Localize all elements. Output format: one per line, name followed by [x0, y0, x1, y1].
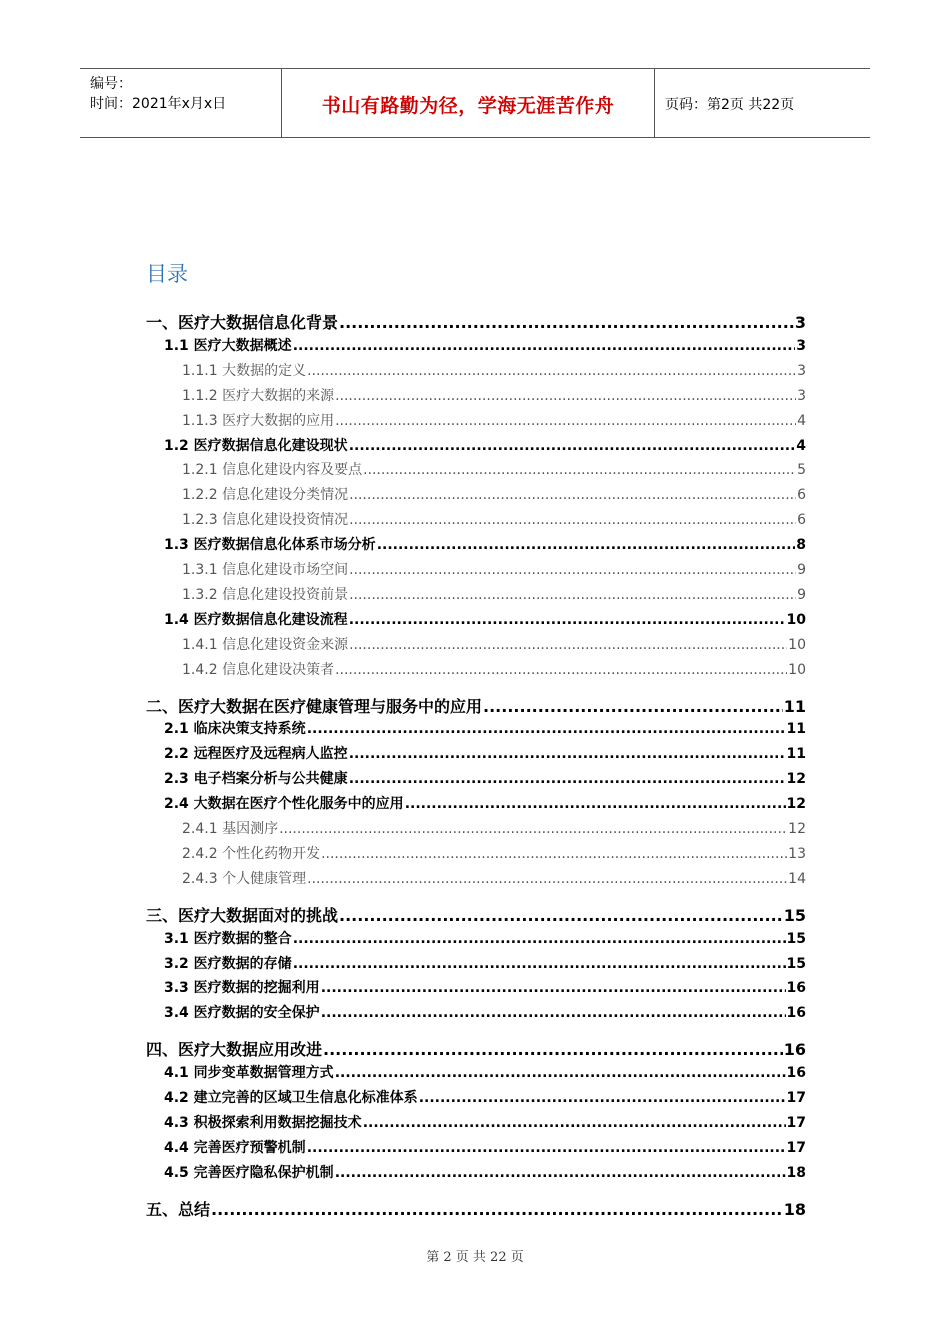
toc-entry-subsection[interactable]	[182, 584, 806, 604]
toc-entry-subsection[interactable]	[182, 509, 806, 529]
toc-entry-title: 1.1.3 医疗大数据的应用	[182, 412, 335, 429]
toc-entry-page: 17	[786, 1139, 806, 1156]
toc-entry-page: 6	[797, 512, 806, 529]
toc-entry-subsection[interactable]	[182, 843, 806, 863]
toc-dot-leader	[307, 363, 796, 379]
toc-dot-leader	[321, 980, 786, 996]
toc-entry-title: 2.4.2 个性化药物开发	[182, 845, 321, 862]
toc-entry-page: 15	[783, 905, 806, 925]
toc-dot-leader	[349, 612, 786, 628]
toc-dot-leader	[349, 771, 786, 787]
toc-entry-page: 9	[797, 562, 806, 578]
toc-entry-section[interactable]	[164, 718, 806, 738]
toc-dot-leader	[419, 1090, 786, 1106]
toc-entry-chapter[interactable]	[146, 310, 806, 333]
toc-entry-title: 2.4.1 基因测序	[182, 821, 279, 837]
toc-dot-leader	[349, 438, 796, 454]
toc-entry-subsection[interactable]	[182, 385, 806, 405]
toc-entry-page: 17	[786, 1114, 806, 1131]
toc-entry-title: 四、医疗大数据应用改进	[146, 1040, 323, 1060]
toc-dot-leader	[307, 1140, 786, 1156]
toc-dot-leader	[335, 1165, 786, 1181]
toc-entry-chapter[interactable]	[146, 1197, 806, 1220]
toc-entry-section[interactable]	[164, 1137, 806, 1157]
toc-dot-leader	[349, 562, 796, 578]
toc-entry-page: 4	[797, 412, 806, 429]
toc-dot-leader	[349, 587, 796, 603]
toc-dot-leader	[321, 1005, 786, 1021]
toc-entry-page: 6	[797, 487, 806, 504]
document-date: 时间：2021年x月x日	[90, 96, 227, 112]
toc-entry-chapter[interactable]	[146, 694, 806, 717]
toc-entry-page: 16	[786, 1005, 806, 1022]
toc-entry-page: 10	[786, 611, 806, 628]
toc-entry-section[interactable]	[164, 768, 806, 788]
toc-entry-title: 1.4 医疗数据信息化建设流程	[164, 611, 348, 628]
toc-entry-page: 11	[786, 721, 806, 738]
toc-entry-section[interactable]	[164, 1162, 806, 1182]
toc-dot-leader	[363, 462, 796, 478]
toc-entry-chapter[interactable]	[146, 903, 806, 926]
toc-entry-subsection[interactable]	[182, 459, 806, 479]
toc-entry-section[interactable]	[164, 1087, 806, 1107]
toc-entry-title: 1.2.2 信息化建设分类情况	[182, 487, 349, 504]
toc-entry-page: 15	[786, 955, 806, 972]
toc-entry-title: 2.4.3 个人健康管理	[182, 870, 307, 887]
toc-entry-title: 2.3 电子档案分析与公共健康	[164, 771, 348, 788]
header-meta-cell	[80, 69, 282, 137]
toc-dot-leader	[211, 1200, 783, 1219]
toc-entry-section[interactable]	[164, 977, 806, 997]
toc-dot-leader	[293, 956, 786, 972]
header-page-cell	[655, 69, 870, 137]
toc-entry-title: 一、医疗大数据信息化背景	[146, 313, 339, 332]
toc-entry-title: 1.2.1 信息化建设内容及要点	[182, 462, 363, 479]
toc-entry-section[interactable]	[164, 1002, 806, 1022]
toc-entry-title: 1.4.1 信息化建设资金来源	[182, 636, 349, 653]
toc-heading: 目录	[146, 262, 188, 286]
toc-entry-title: 1.3.2 信息化建设投资前景	[182, 586, 349, 603]
page-footer: 第 2 页 共 22 页	[426, 1250, 524, 1265]
toc-entry-page: 18	[786, 1164, 806, 1181]
toc-dot-leader	[335, 662, 787, 678]
toc-dot-leader	[377, 537, 796, 553]
toc-entry-page: 5	[797, 462, 806, 479]
header-motto-cell	[282, 69, 655, 137]
toc-entry-subsection[interactable]	[182, 659, 806, 679]
toc-dot-leader	[335, 388, 796, 404]
toc-entry-page: 3	[796, 337, 806, 354]
toc-entry-section[interactable]	[164, 953, 806, 973]
header-motto: 书山有路勤为径，学海无涯苦作舟	[321, 95, 615, 117]
toc-entry-title: 3.4 医疗数据的安全保护	[164, 1005, 320, 1022]
toc-entry-title: 五、总结	[146, 1199, 211, 1219]
toc-dot-leader	[307, 721, 786, 737]
toc-entry-page: 3	[794, 313, 806, 332]
toc-entry-title: 1.1.1 大数据的定义	[182, 362, 307, 379]
toc-entry-page: 18	[783, 1199, 806, 1219]
toc-entry-title: 三、医疗大数据面对的挑战	[146, 905, 339, 925]
toc-entry-page: 9	[797, 586, 806, 603]
toc-entry-title: 1.2.3 信息化建设投资情况	[182, 512, 349, 529]
toc-entry-page: 3	[797, 362, 806, 379]
toc-dot-leader	[307, 871, 787, 887]
toc-entry-section[interactable]	[164, 1112, 806, 1132]
toc-dot-leader	[339, 906, 783, 925]
toc-entry-page: 3	[797, 387, 806, 404]
toc-entry-title: 3.3 医疗数据的挖掘利用	[164, 980, 320, 997]
toc-entry-title: 4.2 建立完善的区域卫生信息化标准体系	[164, 1090, 418, 1106]
toc-entry-section[interactable]	[164, 928, 806, 948]
toc-entry-subsection[interactable]	[182, 410, 806, 430]
toc-entry-subsection[interactable]	[182, 360, 806, 380]
toc-entry-chapter[interactable]	[146, 1037, 806, 1060]
toc-entry-subsection[interactable]	[182, 868, 806, 888]
toc-entry-title: 二、医疗大数据在医疗健康管理与服务中的应用	[146, 696, 483, 716]
toc-dot-leader	[321, 846, 787, 862]
toc-dot-leader	[405, 796, 786, 812]
toc-dot-leader	[339, 313, 794, 332]
toc-entry-title: 2.2 远程医疗及远程病人监控	[164, 746, 348, 763]
toc-entry-title: 3.2 医疗数据的存储	[164, 955, 292, 972]
toc-dot-leader	[335, 413, 796, 429]
toc-entry-page: 13	[788, 845, 806, 862]
document-number-label: 编号：	[90, 76, 132, 92]
toc-dot-leader	[363, 1115, 786, 1131]
toc-entry-page: 8	[796, 537, 806, 554]
toc-entry-section[interactable]	[164, 435, 806, 455]
toc-entry-title: 1.1 医疗大数据概述	[164, 337, 292, 354]
toc-entry-subsection[interactable]	[182, 559, 806, 579]
toc-entry-title: 1.2 医疗数据信息化建设现状	[164, 437, 348, 454]
toc-entry-page: 16	[786, 1065, 806, 1082]
toc-entry-title: 2.4 大数据在医疗个性化服务中的应用	[164, 796, 404, 813]
toc-entry-section[interactable]	[164, 534, 806, 554]
toc-dot-leader	[349, 746, 786, 762]
toc-entry-page: 10	[788, 661, 806, 678]
toc-entry-page: 17	[786, 1090, 806, 1106]
toc-entry-title: 1.3.1 信息化建设市场空间	[182, 562, 349, 578]
toc-dot-leader	[349, 637, 787, 653]
toc-entry-subsection[interactable]	[182, 484, 806, 504]
page-header	[80, 68, 870, 138]
toc-entry-title: 1.4.2 信息化建设决策者	[182, 661, 335, 678]
toc-entry-section[interactable]	[164, 1062, 806, 1082]
toc-dot-leader	[323, 1040, 783, 1059]
toc-entry-page: 15	[786, 930, 806, 947]
toc-entry-subsection[interactable]	[182, 818, 806, 838]
toc-entry-title: 4.1 同步变革数据管理方式	[164, 1065, 334, 1082]
toc-dot-leader	[483, 697, 783, 716]
toc-entry-page: 12	[786, 796, 806, 813]
toc-dot-leader	[293, 931, 786, 947]
toc-dot-leader	[293, 338, 796, 354]
toc-entry-title: 2.1 临床决策支持系统	[164, 721, 306, 738]
toc-entry-title: 1.3 医疗数据信息化体系市场分析	[164, 537, 376, 554]
toc-entry-section[interactable]	[164, 609, 806, 629]
toc-dot-leader	[279, 821, 787, 837]
toc-entry-page: 16	[783, 1040, 806, 1060]
toc-entry-page: 16	[786, 980, 806, 997]
toc-entry-page: 12	[788, 821, 806, 837]
toc-entry-subsection[interactable]	[182, 634, 806, 654]
toc-entry-title: 4.4 完善医疗预警机制	[164, 1139, 306, 1156]
toc-entry-title: 4.5 完善医疗隐私保护机制	[164, 1164, 334, 1181]
toc-entry-section[interactable]	[164, 335, 806, 355]
toc-entry-page: 10	[788, 636, 806, 653]
toc-entry-title: 3.1 医疗数据的整合	[164, 930, 292, 947]
header-page-number: 页码：第2页 共22页	[665, 97, 795, 113]
toc-entry-page: 11	[786, 746, 806, 763]
toc-dot-leader	[349, 512, 796, 528]
toc-entry-section[interactable]	[164, 793, 806, 813]
toc-dot-leader	[335, 1065, 786, 1081]
toc-entry-page: 4	[796, 437, 806, 454]
toc-entry-title: 1.1.2 医疗大数据的来源	[182, 387, 335, 404]
toc-entry-section[interactable]	[164, 743, 806, 763]
toc-entry-page: 11	[783, 696, 806, 716]
toc-entry-title: 4.3 积极探索利用数据挖掘技术	[164, 1114, 362, 1131]
toc-entry-page: 12	[786, 771, 806, 788]
toc-dot-leader	[349, 487, 796, 503]
toc-entry-page: 14	[788, 870, 806, 887]
